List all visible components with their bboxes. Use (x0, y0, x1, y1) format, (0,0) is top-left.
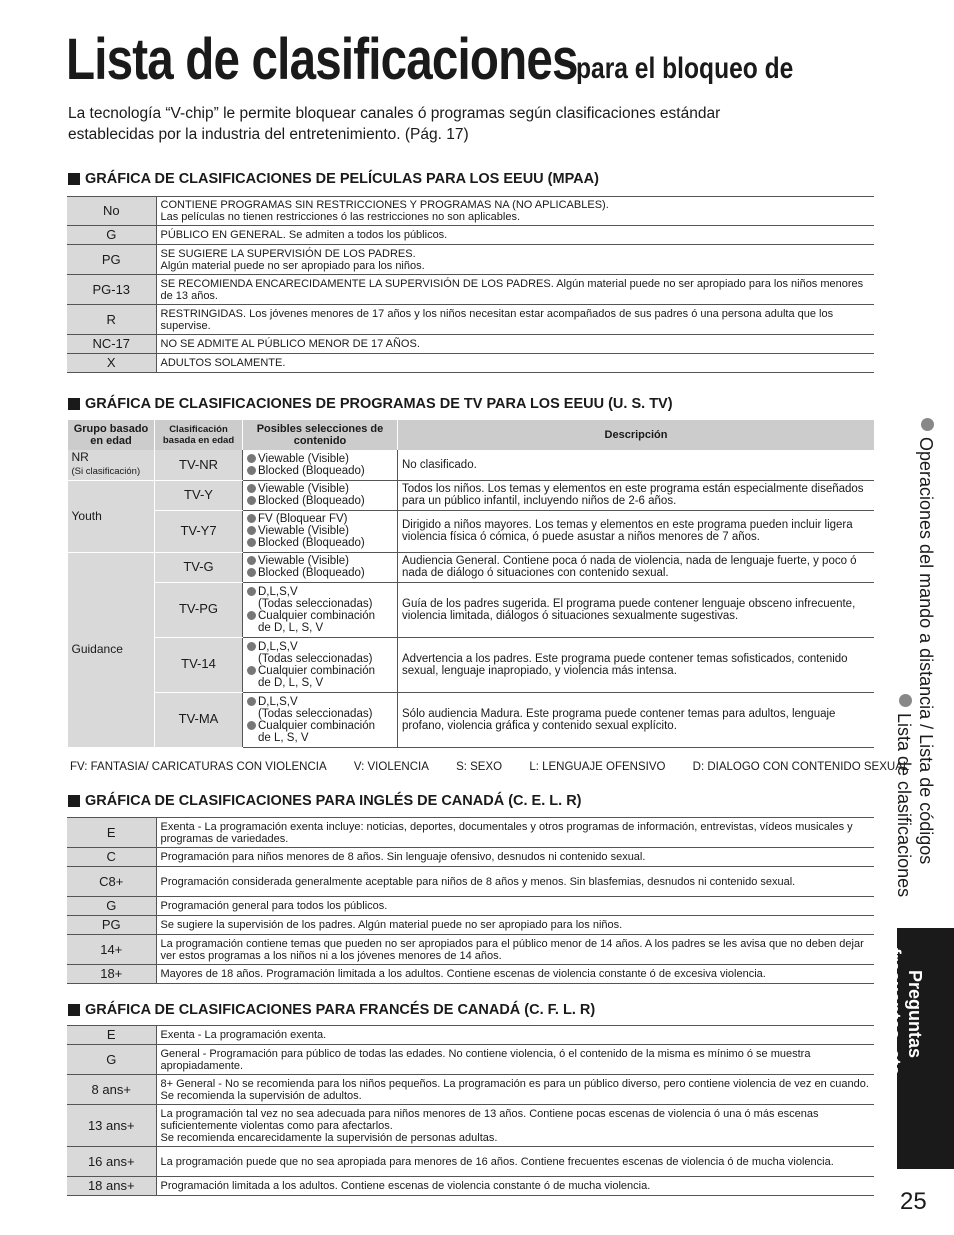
rating-description: Mayores de 18 años. Programación limitada a los adultos. Contiene escenas de violencia constante ó de excesiva violencia. (156, 965, 874, 984)
table-row (67, 354, 874, 373)
side-nav (915, 418, 936, 864)
option-text: Viewable (Visible) (258, 452, 349, 465)
table-row (67, 897, 874, 916)
cflr-table (67, 1025, 874, 1196)
square-bullet-icon (68, 1004, 80, 1016)
tv-legend (70, 761, 933, 773)
rating-description: RESTRINGIDAS. Los jóvenes menores de 17 años y los niños necesitan estar acompañados de sus padres ó una persona adulta que los supervise. (156, 305, 874, 335)
circle-bullet-icon (247, 466, 256, 475)
rating-description: Exenta - La programación exenta. (156, 1026, 874, 1045)
desc-line: Se recomienda encarecidamente la supervisión de personas adultas. (160, 1131, 498, 1144)
rating-description: La programación puede que no sea apropiada para menores de 16 años. Contiene frecuentes escenas de violencia ó de mucha violencia. (156, 1147, 874, 1177)
table-row (67, 335, 874, 354)
circle-bullet-icon (247, 697, 256, 706)
rating-label: C8+ (67, 867, 156, 897)
desc-line: La programación tal vez no sea adecuada para niños menores de 13 años. Contiene pocas escenas de violencia ó una ó más escenas suficientemente violentas como para afectarlos. (160, 1107, 819, 1132)
title-main: Lista de clasificaciones (66, 27, 578, 92)
rating-label: TV-NR (155, 450, 243, 480)
content-options (243, 637, 398, 692)
rating-description: Dirigido a niños mayores. Los temas y elementos en este programa pueden incluir ligera violencia física ó cómica, ó puede asustar a niños menores de 7 años. (398, 510, 875, 552)
rating-description: General - Programación para público de todas las edades. No contiene violencia, ó el contenido de la misma es mínimo ó se muestra apropiadamente. (156, 1045, 874, 1075)
rating-description: SE RECOMIENDA ENCARECIDAMENTE LA SUPERVISIÓN DE LOS PADRES. Algún material puede no ser apropiado para los niños menores de 13 años. (156, 275, 874, 305)
tv-heading-text: GRÁFICA DE CLASIFICACIONES DE PROGRAMAS DE TV PARA LOS EEUU (U. S. TV) (85, 396, 673, 412)
table-row (67, 1105, 874, 1147)
option-text: (Todas seleccionadas) (258, 652, 373, 665)
option-text: (Todas seleccionadas) (258, 597, 373, 610)
side-nav-item: Lista de clasificaciones (894, 713, 914, 898)
circle-bullet-icon (247, 538, 256, 547)
option-text: Blocked (Bloqueado) (258, 567, 365, 579)
rating-label: 8 ans+ (67, 1075, 156, 1105)
content-options (243, 480, 398, 510)
option-text: FV (Bloquear FV) (258, 513, 348, 525)
table-row (67, 275, 874, 305)
rating-description: Programación para niños menores de 8 años. Sin lenguaje ofensivo, desnudos ni contenido sexual. (156, 848, 874, 867)
option-text: Blocked (Bloqueado) (258, 537, 365, 549)
rating-label: PG (67, 245, 156, 275)
rating-label: PG-13 (67, 275, 156, 305)
rating-description: NO SE ADMITE AL PÚBLICO MENOR DE 17 AÑOS. (156, 335, 874, 354)
column-header: Descripción (398, 420, 875, 450)
option-text: Cualquier combinación (258, 609, 375, 622)
rating-label: TV-G (155, 552, 243, 582)
table-row (68, 552, 875, 582)
table-row (68, 637, 875, 692)
cflr-heading (68, 1002, 595, 1018)
legend-item: L: LENGUAJE OFENSIVO (529, 761, 666, 773)
rating-label: 13 ans+ (67, 1105, 156, 1147)
rating-description: Todos los niños. Los temas y elementos en este programa están especialmente diseñados para un público infantil, incluyendo niños de 2-6 años. (398, 480, 875, 510)
rating-label: TV-Y (155, 480, 243, 510)
table-header-row (68, 420, 875, 450)
rating-label: 18 ans+ (67, 1177, 156, 1196)
rating-label: X (67, 354, 156, 373)
rating-label: G (67, 226, 156, 245)
table-row (68, 480, 875, 510)
table-row (67, 245, 874, 275)
tv-heading (68, 396, 673, 412)
circle-bullet-icon (921, 418, 934, 431)
legend-item: S: SEXO (456, 761, 503, 773)
table-row (67, 305, 874, 335)
table-row (68, 692, 875, 747)
content-options (243, 582, 398, 637)
rating-label: No (67, 197, 156, 226)
legend-item: D: DIALOGO CON CONTENIDO SEXUAL (692, 761, 910, 773)
side-nav-item: Operaciones del mando a distancia / Lista de códigos (916, 437, 936, 865)
content-options (243, 552, 398, 582)
rating-label: PG (67, 916, 156, 935)
table-row (67, 197, 874, 226)
desc-line: CONTIENE PROGRAMAS SIN RESTRICCIONES Y PROGRAMAS NA (NO APLICABLES). (160, 199, 609, 211)
table-row (67, 1026, 874, 1045)
option-text: Viewable (Visible) (258, 525, 349, 537)
rating-description (156, 1105, 874, 1147)
option-text: (Todas seleccionadas) (258, 707, 373, 720)
intro-paragraph (68, 103, 868, 145)
mpaa-table (67, 196, 874, 373)
rating-description (156, 245, 874, 275)
table-row (67, 1147, 874, 1177)
option-text: Viewable (Visible) (258, 483, 349, 495)
rating-description: Audiencia General. Contiene poca ó nada de violencia, nada de lenguaje fuerte, y poco ó nada de diálogo ó situaciones con contenido sexual. (398, 552, 875, 582)
legend-item: FV: FANTASIA/ CARICATURAS CON VIOLENCIA (70, 761, 327, 773)
celr-heading-text: GRÁFICA DE CLASIFICACIONES PARA INGLÉS DE CANADÁ (C. E. L. R) (85, 793, 582, 809)
rating-description: 8+ General - No se recomienda para los niños pequeños. La programación es para un público diverso, pero contiene violencia de vez en cuando. Se recomienda la supervisión de adultos. (156, 1075, 874, 1105)
table-row (67, 935, 874, 965)
option-text: Blocked (Bloqueado) (258, 495, 365, 507)
rating-label: E (67, 818, 156, 848)
table-row (67, 818, 874, 848)
rating-label: 14+ (67, 935, 156, 965)
square-bullet-icon (68, 795, 80, 807)
page-title (66, 26, 794, 93)
option-text: Blocked (Bloqueado) (258, 464, 365, 477)
content-options (243, 510, 398, 552)
rating-description: Guía de los padres sugerida. El programa puede contener lenguaje obsceno infrecuente, violencia limitada, diálogos ó situaciones sexualmente sugestivas. (398, 582, 875, 637)
rating-description: Programación limitada a los adultos. Contiene escenas de violencia constante ó de mucha violencia. (156, 1177, 874, 1196)
rating-label: G (67, 1045, 156, 1075)
rating-label: R (67, 305, 156, 335)
table-row (67, 916, 874, 935)
column-header: Grupo basado en edad (68, 420, 155, 450)
rating-label: TV-Y7 (155, 510, 243, 552)
rating-label: 18+ (67, 965, 156, 984)
option-text: D,L,S,V (258, 585, 298, 598)
rating-description: PÚBLICO EN GENERAL. Se admiten a todos los públicos. (156, 226, 874, 245)
age-group-sublabel: (Si clasificación) (71, 465, 141, 477)
circle-bullet-icon (247, 642, 256, 651)
circle-bullet-icon (899, 694, 912, 707)
rating-label: TV-PG (155, 582, 243, 637)
rating-description: La programación contiene temas que pueden no ser apropiados para el público menor de 14 años. A los padres se les avisa que no deben dejar ver estos programas a los niños ni a los jóvenes menores de 14 años. (156, 935, 874, 965)
table-row (67, 1177, 874, 1196)
rating-description: Programación considerada generalmente aceptable para niños de 8 años y menos. Sin blasfemias, desnudos ni contenido sexual. (156, 867, 874, 897)
column-header: Clasificación basada en edad (155, 420, 243, 450)
age-group-label: Youth (68, 480, 155, 552)
tv-table (67, 420, 874, 748)
table-row (67, 848, 874, 867)
desc-line: Las películas no tienen restricciones ó las restricciones no son aplicables. (160, 211, 521, 223)
table-row (68, 582, 875, 637)
rating-description: Sólo audiencia Madura. Este programa puede contener temas para adultos, lenguaje profano, violencia gráfica y contenido sexual explícito. (398, 692, 875, 747)
circle-bullet-icon (247, 721, 256, 730)
title-sub: para el bloqueo de (576, 52, 794, 85)
rating-label: NC-17 (67, 335, 156, 354)
table-row (67, 1045, 874, 1075)
circle-bullet-icon (247, 587, 256, 596)
option-text: de D, L, S, V (258, 621, 324, 634)
rating-label: C (67, 848, 156, 867)
rating-label: TV-14 (155, 637, 243, 692)
legend-item: V: VIOLENCIA (353, 761, 429, 773)
option-text: de L, S, V (258, 731, 309, 744)
rating-label: 16 ans+ (67, 1147, 156, 1177)
rating-description: Se sugiere la supervisión de los padres. Algún material puede no ser apropiado para los niños. (156, 916, 874, 935)
circle-bullet-icon (247, 666, 256, 675)
option-text: D,L,S,V (258, 640, 298, 653)
table-row (67, 226, 874, 245)
rating-description: Exenta - La programación exenta incluye: noticias, deportes, documentales y otros programas de información, entrevistas, vídeos musicales y programas de variedades. (156, 818, 874, 848)
circle-bullet-icon (247, 611, 256, 620)
table-row (67, 867, 874, 897)
intro-line-1: La tecnología “V-chip” le permite bloquear canales ó programas según clasificaciones estándar (68, 105, 721, 122)
column-header: Posibles selecciones de contenido (243, 420, 398, 450)
circle-bullet-icon (247, 556, 256, 565)
table-row (67, 965, 874, 984)
square-bullet-icon (68, 173, 80, 185)
intro-line-2: establecidas por la industria del entretenimiento. (Pág. 17) (68, 126, 469, 143)
square-bullet-icon (68, 398, 80, 410)
option-text: de D, L, S, V (258, 676, 324, 689)
age-group-label: NR (71, 450, 89, 465)
cflr-heading-text: GRÁFICA DE CLASIFICACIONES PARA FRANCÉS DE CANADÁ (C. F. L. R) (85, 1002, 596, 1018)
rating-label: TV-MA (155, 692, 243, 747)
table-row (68, 450, 875, 480)
rating-description: Programación general para todos los públicos. (156, 897, 874, 916)
content-options (243, 692, 398, 747)
page-number: 25 (900, 1188, 927, 1215)
mpaa-heading-text: GRÁFICA DE CLASIFICACIONES DE PELÍCULAS PARA LOS EEUU (MPAA) (85, 171, 599, 187)
desc-line: Algún material puede no ser apropiado para los niños. (160, 259, 425, 272)
circle-bullet-icon (247, 568, 256, 577)
rating-description: ADULTOS SOLAMENTE. (156, 354, 874, 373)
circle-bullet-icon (247, 514, 256, 523)
option-text: D,L,S,V (258, 695, 298, 708)
circle-bullet-icon (247, 484, 256, 493)
option-text: Viewable (Visible) (258, 555, 349, 567)
rating-description: No clasificado. (398, 450, 875, 480)
celr-heading (68, 793, 582, 809)
circle-bullet-icon (247, 496, 256, 505)
celr-table (67, 817, 874, 984)
age-group-cell (68, 450, 155, 480)
side-tab-line: frecuentes, etc. (884, 948, 904, 1081)
side-tab-label (883, 948, 925, 1080)
side-tab-line: Preguntas (905, 970, 925, 1059)
side-nav (893, 694, 914, 897)
table-row (67, 1075, 874, 1105)
circle-bullet-icon (247, 526, 256, 535)
option-text: Cualquier combinación (258, 719, 375, 732)
rating-description (156, 197, 874, 226)
rating-description: Advertencia a los padres. Este programa puede contener temas sofisticados, contenido sexual, lenguaje inapropiado, y violencia más intensa. (398, 637, 875, 692)
option-text: Cualquier combinación (258, 664, 375, 677)
mpaa-heading (68, 171, 599, 187)
table-row (68, 510, 875, 552)
content-options (243, 450, 398, 480)
age-group-label: Guidance (68, 552, 155, 747)
circle-bullet-icon (247, 454, 256, 463)
desc-line: SE SUGIERE LA SUPERVISIÓN DE LOS PADRES. (160, 247, 416, 260)
rating-label: E (67, 1026, 156, 1045)
rating-label: G (67, 897, 156, 916)
